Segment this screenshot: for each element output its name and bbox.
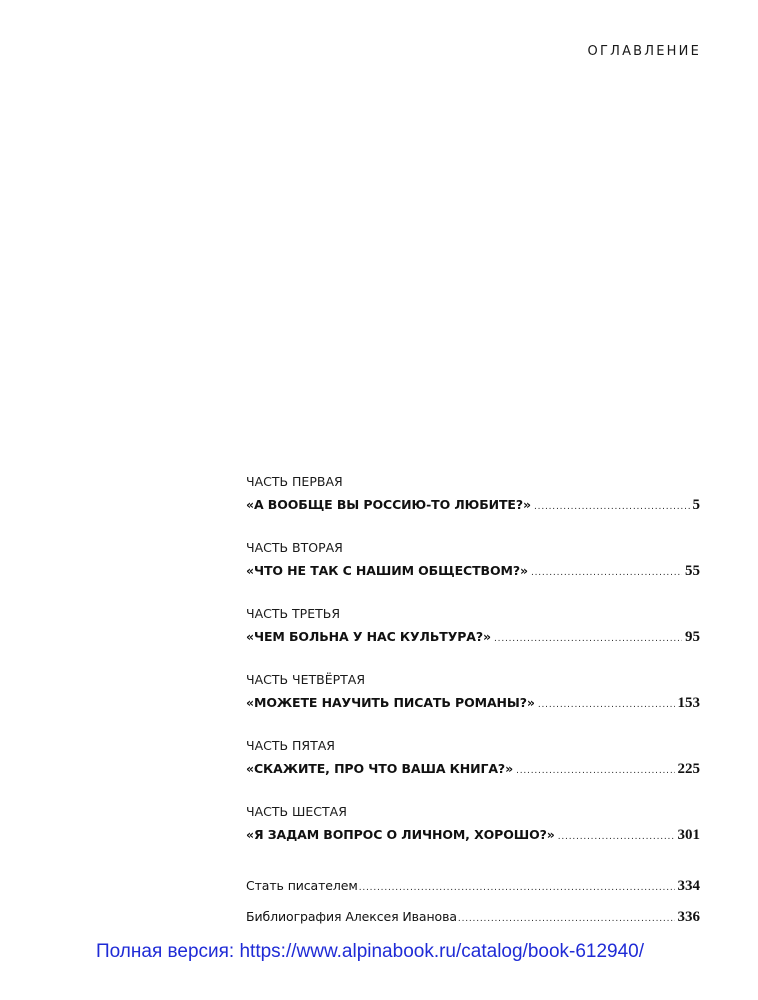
entry-title: «А ВООБЩЕ ВЫ РОССИЮ-ТО ЛЮБИТЕ?» bbox=[246, 497, 531, 512]
toc-part-2 bbox=[246, 539, 700, 605]
toc-entry[interactable] bbox=[246, 497, 700, 514]
part-label: ЧАСТЬ ЧЕТВЁРТАЯ bbox=[246, 672, 366, 687]
part-label: ЧАСТЬ ТРЕТЬЯ bbox=[246, 606, 341, 621]
part-label: ЧАСТЬ ПЕРВАЯ bbox=[246, 474, 343, 489]
part-label: ЧАСТЬ ВТОРАЯ bbox=[246, 540, 343, 555]
dot-leader bbox=[531, 568, 682, 578]
toc-extras bbox=[246, 878, 700, 940]
entry-title: «МОЖЕТЕ НАУЧИТЬ ПИСАТЬ РОМАНЫ?» bbox=[246, 695, 535, 710]
dot-leader bbox=[538, 700, 675, 710]
page-number: 336 bbox=[677, 909, 700, 925]
toc-part-5 bbox=[246, 737, 700, 803]
entry-title: «ЧЕМ БОЛЬНА У НАС КУЛЬТУРА?» bbox=[246, 629, 491, 644]
page-number: 153 bbox=[677, 695, 700, 711]
dot-leader bbox=[494, 634, 682, 644]
toc-entry[interactable] bbox=[246, 629, 700, 646]
toc-part-4 bbox=[246, 671, 700, 737]
dot-leader bbox=[516, 766, 674, 776]
page-number: 55 bbox=[685, 563, 700, 579]
page-number: 5 bbox=[692, 497, 700, 513]
toc-entry[interactable] bbox=[246, 563, 700, 580]
entry-title: Стать писателем bbox=[246, 878, 358, 893]
entry-title: «СКАЖИТЕ, ПРО ЧТО ВАША КНИГА?» bbox=[246, 761, 514, 776]
entry-title: «ЧТО НЕ ТАК С НАШИМ ОБЩЕСТВОМ?» bbox=[246, 563, 528, 578]
full-version-link[interactable]: Полная версия: https://www.alpinabook.ru/catalog/book-612940/ bbox=[96, 941, 645, 962]
dot-leader bbox=[458, 914, 675, 924]
toc-entry[interactable] bbox=[246, 761, 700, 778]
toc-entry[interactable] bbox=[246, 827, 700, 844]
toc-part-1 bbox=[246, 473, 700, 539]
part-label: ЧАСТЬ ПЯТАЯ bbox=[246, 738, 335, 753]
toc-part-6 bbox=[246, 803, 700, 869]
toc-part-3 bbox=[246, 605, 700, 671]
dot-leader bbox=[359, 883, 675, 893]
toc-entry-writer[interactable] bbox=[246, 878, 700, 909]
page-number: 225 bbox=[677, 761, 700, 777]
dot-leader bbox=[558, 832, 675, 842]
page-title: ОГЛАВЛЕНИЕ bbox=[587, 44, 701, 59]
toc-entry[interactable] bbox=[246, 695, 700, 712]
toc-entry-bibliography[interactable] bbox=[246, 909, 700, 940]
page-number: 95 bbox=[685, 629, 700, 645]
part-label: ЧАСТЬ ШЕСТАЯ bbox=[246, 804, 347, 819]
dot-leader bbox=[534, 502, 690, 512]
entry-title: «Я ЗАДАМ ВОПРОС О ЛИЧНОМ, ХОРОШО?» bbox=[246, 827, 555, 842]
entry-title: Библиография Алексея Иванова bbox=[246, 909, 457, 924]
page-number: 301 bbox=[677, 827, 700, 843]
page-number: 334 bbox=[677, 878, 700, 894]
table-of-contents bbox=[246, 473, 700, 869]
